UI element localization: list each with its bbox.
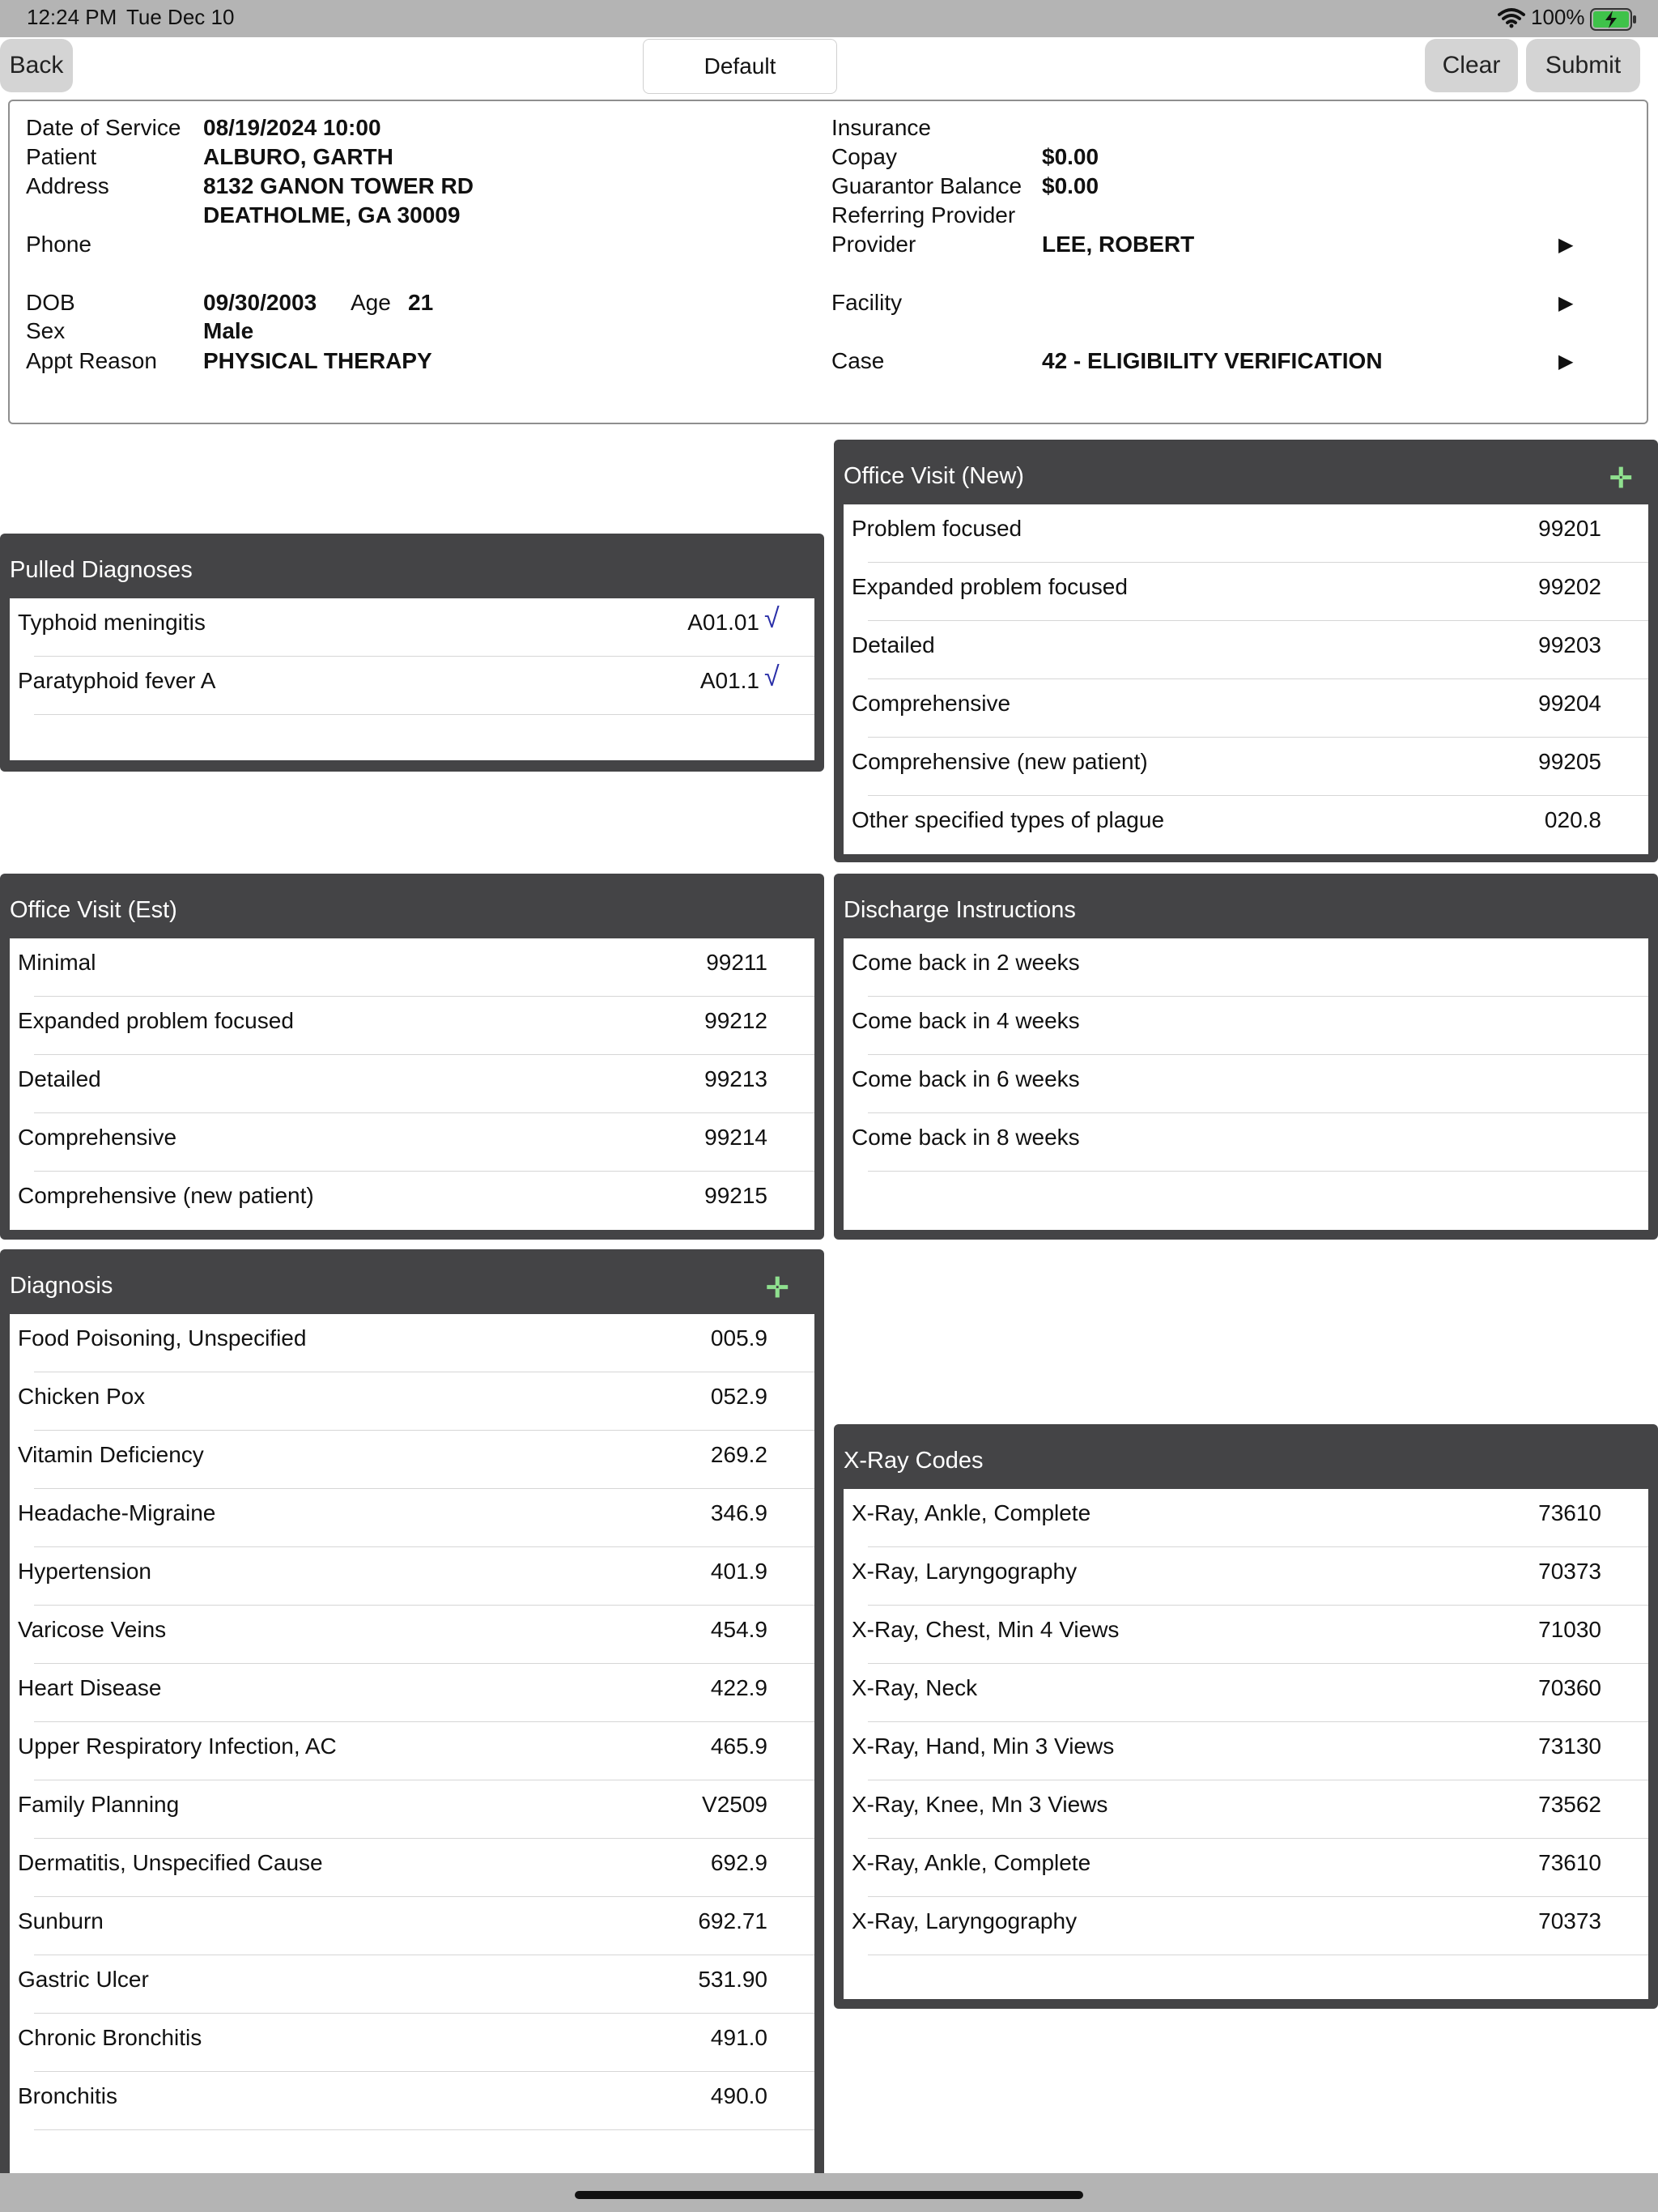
office-visit-est-panel bbox=[0, 874, 824, 1240]
item-label: Chronic Bronchitis bbox=[18, 2025, 202, 2050]
list-item[interactable] bbox=[10, 2072, 814, 2130]
list-item[interactable] bbox=[10, 1489, 814, 1547]
item-label: Varicose Veins bbox=[18, 1617, 167, 1642]
facility-arrow-icon[interactable]: ▶ bbox=[1558, 292, 1574, 314]
pulled-diagnoses-list bbox=[10, 598, 814, 760]
case-label: Case bbox=[831, 348, 885, 373]
item-label: Expanded problem focused bbox=[18, 1008, 294, 1033]
list-item[interactable] bbox=[844, 938, 1648, 997]
submit-button[interactable]: Submit bbox=[1526, 39, 1640, 92]
item-label: Comprehensive (new patient) bbox=[852, 749, 1148, 774]
office-visit-new-title: Office Visit (New) bbox=[844, 463, 1024, 489]
pulled-diagnoses-title: Pulled Diagnoses bbox=[10, 557, 193, 583]
item-label: X-Ray, Laryngography bbox=[852, 1908, 1078, 1933]
insurance-label: Insurance bbox=[831, 115, 931, 140]
item-label: Paratyphoid fever A bbox=[18, 668, 216, 693]
item-code: 491.0 bbox=[710, 2025, 767, 2050]
office-visit-new-panel bbox=[834, 440, 1658, 862]
item-label: X-Ray, Ankle, Complete bbox=[852, 1500, 1091, 1525]
list-item[interactable] bbox=[844, 1722, 1648, 1780]
office-visit-new-list bbox=[844, 504, 1648, 854]
check-icon[interactable]: √ bbox=[764, 661, 780, 692]
add-icon[interactable]: ✛ bbox=[766, 1273, 789, 1304]
item-label: X-Ray, Knee, Mn 3 Views bbox=[852, 1792, 1108, 1817]
item-code: A01.01 bbox=[687, 610, 759, 635]
item-label: X-Ray, Ankle, Complete bbox=[852, 1850, 1091, 1875]
item-code: A01.1 bbox=[699, 668, 759, 693]
back-button[interactable]: Back bbox=[0, 39, 73, 92]
status-date: Tue Dec 10 bbox=[126, 5, 235, 29]
case-value[interactable]: 42 - ELIGIBILITY VERIFICATION bbox=[1042, 348, 1383, 373]
discharge-instructions-title: Discharge Instructions bbox=[844, 897, 1076, 923]
address-line1: 8132 GANON TOWER RD bbox=[203, 173, 474, 198]
status-time: 12:24 PM bbox=[27, 5, 117, 29]
item-label: Come back in 4 weeks bbox=[852, 1008, 1080, 1033]
xray-codes-title: X-Ray Codes bbox=[844, 1448, 984, 1474]
age-value: 21 bbox=[408, 290, 434, 315]
sex-value: Male bbox=[203, 318, 254, 343]
list-item[interactable] bbox=[10, 1722, 814, 1780]
list-item[interactable] bbox=[844, 621, 1648, 679]
item-code: 052.9 bbox=[710, 1384, 767, 1409]
office-visit-est-list bbox=[10, 938, 814, 1230]
item-code: 346.9 bbox=[710, 1500, 767, 1525]
item-label: Comprehensive bbox=[18, 1125, 177, 1150]
list-item[interactable] bbox=[844, 1897, 1648, 1955]
patient-value: ALBURO, GARTH bbox=[203, 144, 393, 169]
list-item[interactable] bbox=[10, 1431, 814, 1489]
item-code: 99202 bbox=[1538, 574, 1601, 599]
office-visit-est-title: Office Visit (Est) bbox=[10, 897, 177, 923]
item-label: Detailed bbox=[18, 1066, 101, 1091]
list-item[interactable] bbox=[10, 1172, 814, 1230]
item-code: 70360 bbox=[1538, 1675, 1601, 1700]
item-code: 70373 bbox=[1538, 1908, 1601, 1933]
item-code: 465.9 bbox=[710, 1733, 767, 1759]
item-code: V2509 bbox=[702, 1792, 767, 1817]
appt-reason-label: Appt Reason bbox=[26, 348, 157, 373]
facility-label: Facility bbox=[831, 290, 903, 315]
pulled-diagnoses-panel bbox=[0, 534, 824, 772]
item-label: Headache-Migraine bbox=[18, 1500, 216, 1525]
list-item[interactable] bbox=[844, 997, 1648, 1055]
list-item[interactable] bbox=[10, 1372, 814, 1431]
age-label: Age bbox=[351, 290, 391, 315]
item-code: 454.9 bbox=[710, 1617, 767, 1642]
appt-reason-value: PHYSICAL THERAPY bbox=[203, 348, 432, 373]
list-item[interactable] bbox=[10, 1839, 814, 1897]
list-item[interactable] bbox=[10, 997, 814, 1055]
list-item[interactable] bbox=[844, 679, 1648, 738]
item-label: X-Ray, Hand, Min 3 Views bbox=[852, 1733, 1115, 1759]
item-label: Minimal bbox=[18, 950, 96, 975]
item-label: X-Ray, Chest, Min 4 Views bbox=[852, 1617, 1120, 1642]
item-code: 401.9 bbox=[710, 1559, 767, 1584]
item-label: Come back in 6 weeks bbox=[852, 1066, 1080, 1091]
item-code: 269.2 bbox=[710, 1442, 767, 1467]
item-label: Upper Respiratory Infection, AC bbox=[18, 1733, 337, 1759]
xray-codes-panel bbox=[834, 1424, 1658, 2009]
item-label: Vitamin Deficiency bbox=[18, 1442, 204, 1467]
item-code: 73610 bbox=[1538, 1500, 1601, 1525]
battery-charging-icon bbox=[1590, 8, 1639, 35]
item-label: Typhoid meningitis bbox=[18, 610, 206, 635]
home-indicator[interactable] bbox=[575, 2191, 1083, 2199]
phone-label: Phone bbox=[26, 232, 91, 257]
item-label: Problem focused bbox=[852, 516, 1022, 541]
discharge-instructions-list bbox=[844, 938, 1648, 1230]
item-code: 73610 bbox=[1538, 1850, 1601, 1875]
copay-label: Copay bbox=[831, 144, 897, 169]
diagnosis-title: Diagnosis bbox=[10, 1273, 113, 1299]
copay-value: $0.00 bbox=[1042, 144, 1099, 169]
item-code: 73562 bbox=[1538, 1792, 1601, 1817]
list-item[interactable] bbox=[10, 657, 814, 715]
item-code: 99212 bbox=[704, 1008, 767, 1033]
dos-value: 08/19/2024 10:00 bbox=[203, 115, 381, 140]
provider-value[interactable]: LEE, ROBERT bbox=[1042, 232, 1195, 257]
diagnosis-panel bbox=[0, 1249, 824, 2180]
list-item[interactable] bbox=[10, 2014, 814, 2072]
item-label: Comprehensive bbox=[852, 691, 1011, 716]
list-item[interactable] bbox=[844, 1606, 1648, 1664]
guarantor-balance-value: $0.00 bbox=[1042, 173, 1099, 198]
list-item[interactable] bbox=[10, 1780, 814, 1839]
item-code: 99213 bbox=[704, 1066, 767, 1091]
item-label: Detailed bbox=[852, 632, 935, 657]
list-item[interactable] bbox=[844, 1664, 1648, 1722]
xray-codes-list bbox=[844, 1489, 1648, 1999]
list-item[interactable] bbox=[10, 938, 814, 997]
item-code: 422.9 bbox=[710, 1675, 767, 1700]
item-label: Come back in 8 weeks bbox=[852, 1125, 1080, 1150]
item-code: 005.9 bbox=[710, 1325, 767, 1351]
address-label: Address bbox=[26, 173, 109, 198]
item-label: Gastric Ulcer bbox=[18, 1967, 149, 1992]
diagnosis-list bbox=[10, 1314, 814, 2180]
status-bar bbox=[0, 0, 1658, 37]
dob-value: 09/30/2003 bbox=[203, 290, 317, 315]
item-code: 020.8 bbox=[1544, 807, 1601, 832]
list-item[interactable] bbox=[844, 1780, 1648, 1839]
item-code: 99204 bbox=[1538, 691, 1601, 716]
list-item[interactable] bbox=[10, 1955, 814, 2014]
list-item[interactable] bbox=[844, 504, 1648, 563]
layout-selector[interactable]: Default bbox=[643, 39, 837, 94]
dob-label: DOB bbox=[26, 290, 75, 315]
battery-percent: 100% bbox=[1531, 5, 1585, 29]
discharge-instructions-panel bbox=[834, 874, 1658, 1240]
list-item[interactable] bbox=[844, 796, 1648, 854]
item-label: Family Planning bbox=[18, 1792, 180, 1817]
wifi-icon bbox=[1498, 7, 1525, 32]
item-code: 73130 bbox=[1538, 1733, 1601, 1759]
list-item[interactable] bbox=[844, 1113, 1648, 1172]
item-label: X-Ray, Neck bbox=[852, 1675, 978, 1700]
list-item[interactable] bbox=[10, 598, 814, 657]
list-item[interactable] bbox=[10, 1897, 814, 1955]
item-label: Other specified types of plague bbox=[852, 807, 1165, 832]
item-code: 99203 bbox=[1538, 632, 1601, 657]
item-label: Chicken Pox bbox=[18, 1384, 146, 1409]
item-label: Come back in 2 weeks bbox=[852, 950, 1080, 975]
item-code: 99205 bbox=[1538, 749, 1601, 774]
list-item[interactable] bbox=[844, 1547, 1648, 1606]
list-item[interactable] bbox=[844, 1055, 1648, 1113]
dos-label: Date of Service bbox=[26, 115, 181, 140]
list-item[interactable] bbox=[844, 738, 1648, 796]
item-code: 99201 bbox=[1538, 516, 1601, 541]
address-line2: DEATHOLME, GA 30009 bbox=[203, 202, 461, 228]
provider-arrow-icon[interactable]: ▶ bbox=[1558, 234, 1574, 256]
list-item[interactable] bbox=[10, 1113, 814, 1172]
item-code: 692.9 bbox=[710, 1850, 767, 1875]
item-code: 99211 bbox=[706, 950, 767, 975]
item-label: Hypertension bbox=[18, 1559, 151, 1584]
list-item bbox=[10, 715, 814, 760]
check-icon[interactable]: √ bbox=[764, 603, 780, 634]
item-label: Heart Disease bbox=[18, 1675, 162, 1700]
referring-provider-label: Referring Provider bbox=[831, 202, 1016, 228]
list-item[interactable] bbox=[10, 1055, 814, 1113]
patient-label: Patient bbox=[26, 144, 97, 169]
item-label: Bronchitis bbox=[18, 2083, 117, 2108]
list-item[interactable] bbox=[10, 1664, 814, 1722]
item-code: 99215 bbox=[704, 1183, 767, 1208]
item-label: Dermatitis, Unspecified Cause bbox=[18, 1850, 323, 1875]
list-item[interactable] bbox=[10, 1314, 814, 1372]
list-item[interactable] bbox=[10, 1606, 814, 1664]
case-arrow-icon[interactable]: ▶ bbox=[1558, 351, 1574, 372]
list-item[interactable] bbox=[844, 563, 1648, 621]
guarantor-balance-label: Guarantor Balance bbox=[831, 173, 1022, 198]
item-label: X-Ray, Laryngography bbox=[852, 1559, 1078, 1584]
clear-button[interactable]: Clear bbox=[1425, 39, 1518, 92]
provider-label: Provider bbox=[831, 232, 916, 257]
item-code: 99214 bbox=[704, 1125, 767, 1150]
add-icon[interactable]: ✛ bbox=[1609, 463, 1633, 494]
item-code: 490.0 bbox=[710, 2083, 767, 2108]
item-label: Sunburn bbox=[18, 1908, 104, 1933]
list-item[interactable] bbox=[844, 1839, 1648, 1897]
item-label: Food Poisoning, Unspecified bbox=[18, 1325, 307, 1351]
item-label: Expanded problem focused bbox=[852, 574, 1128, 599]
list-item[interactable] bbox=[10, 1547, 814, 1606]
item-code: 692.71 bbox=[698, 1908, 767, 1933]
item-code: 71030 bbox=[1538, 1617, 1601, 1642]
item-code: 70373 bbox=[1538, 1559, 1601, 1584]
sex-label: Sex bbox=[26, 318, 66, 343]
list-item[interactable] bbox=[844, 1489, 1648, 1547]
item-label: Comprehensive (new patient) bbox=[18, 1183, 314, 1208]
item-code: 531.90 bbox=[698, 1967, 767, 1992]
